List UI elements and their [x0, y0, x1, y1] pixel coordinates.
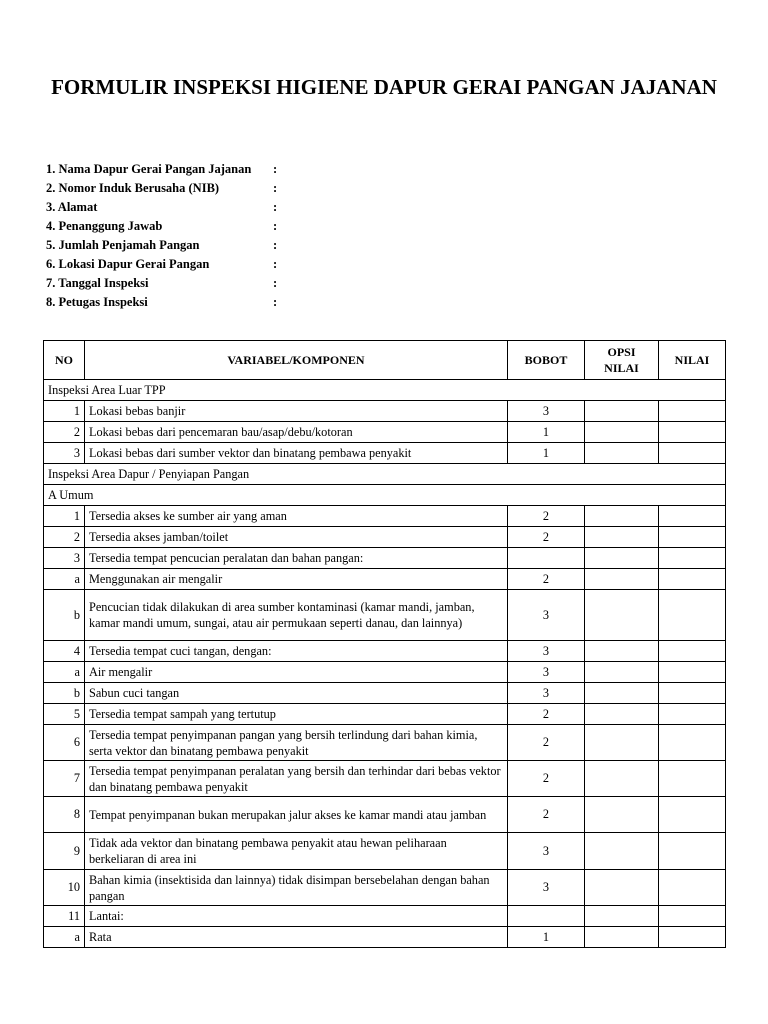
- bobot-value: 2: [508, 725, 585, 761]
- row-number: b: [44, 590, 85, 641]
- row-number: 9: [44, 833, 85, 870]
- identity-field: [46, 293, 278, 312]
- section-label: Inspeksi Area Luar TPP: [44, 380, 726, 401]
- row-number: 8: [44, 797, 85, 833]
- field-label: 2. Nomor Induk Berusaha (NIB): [46, 181, 220, 195]
- component-text: Tersedia tempat sampah yang tertutup: [85, 704, 508, 725]
- component-text: Sabun cuci tangan: [85, 683, 508, 704]
- table-row: [44, 797, 726, 833]
- row-number: 2: [44, 422, 85, 443]
- field-label: 7. Tanggal Inspeksi: [46, 276, 149, 290]
- bobot-value: 2: [508, 704, 585, 725]
- opsi-nilai-cell[interactable]: [585, 422, 659, 443]
- table-row: [44, 590, 726, 641]
- table-row: [44, 906, 726, 927]
- nilai-cell[interactable]: [659, 641, 726, 662]
- row-number: a: [44, 569, 85, 590]
- nilai-cell[interactable]: [659, 797, 726, 833]
- table-header-row: [44, 341, 726, 380]
- component-text: Air mengalir: [85, 662, 508, 683]
- row-number: 6: [44, 725, 85, 761]
- component-text: Bahan kimia (insektisida dan lainnya) tidak disimpan bersebelahan dengan bahan pangan: [85, 870, 508, 906]
- field-colon: :: [273, 276, 278, 290]
- bobot-value: 3: [508, 870, 585, 906]
- identity-field: [46, 198, 278, 217]
- row-number: 7: [44, 761, 85, 797]
- table-body: [44, 380, 726, 948]
- nilai-cell[interactable]: [659, 422, 726, 443]
- table-row: [44, 506, 726, 527]
- nilai-cell[interactable]: [659, 683, 726, 704]
- row-number: 10: [44, 870, 85, 906]
- field-label: 3. Alamat: [46, 200, 98, 214]
- component-text: Tersedia akses ke sumber air yang aman: [85, 506, 508, 527]
- nilai-cell[interactable]: [659, 927, 726, 948]
- bobot-value: 3: [508, 641, 585, 662]
- table-row: [44, 704, 726, 725]
- nilai-cell[interactable]: [659, 548, 726, 569]
- inspection-table: [43, 340, 726, 948]
- component-text: Lantai:: [85, 906, 508, 927]
- component-text: Tempat penyimpanan bukan merupakan jalur akses ke kamar mandi atau jamban: [85, 797, 508, 833]
- field-colon: :: [273, 238, 278, 252]
- header-opsi-nilai: OPSI NILAI: [585, 341, 659, 380]
- component-text: Tidak ada vektor dan binatang pembawa penyakit atau hewan peliharaan berkeliaran di area ini: [85, 833, 508, 870]
- header-bobot: BOBOT: [508, 341, 585, 380]
- opsi-nilai-cell[interactable]: [585, 527, 659, 548]
- nilai-cell[interactable]: [659, 401, 726, 422]
- component-text: Tersedia tempat cuci tangan, dengan:: [85, 641, 508, 662]
- row-number: 1: [44, 401, 85, 422]
- component-text: Pencucian tidak dilakukan di area sumber kontaminasi (kamar mandi, jamban, kamar mandi umum, sungai, atau air permukaan seperti danau, dan lainnya): [85, 590, 508, 641]
- bobot-value: 2: [508, 761, 585, 797]
- component-text: Tersedia tempat pencucian peralatan dan bahan pangan:: [85, 548, 508, 569]
- table-row: [44, 833, 726, 870]
- nilai-cell[interactable]: [659, 761, 726, 797]
- bobot-value: 3: [508, 683, 585, 704]
- row-number: 4: [44, 641, 85, 662]
- opsi-nilai-cell[interactable]: [585, 569, 659, 590]
- field-colon: :: [273, 162, 278, 176]
- component-text: Tersedia tempat penyimpanan peralatan yang bersih dan terhindar dari bebas vektor dan binatang pembawa penyakit: [85, 761, 508, 797]
- field-label: 8. Petugas Inspeksi: [46, 295, 148, 309]
- bobot-value: 2: [508, 527, 585, 548]
- row-number: 2: [44, 527, 85, 548]
- identity-field: [46, 179, 278, 198]
- section-row: [44, 485, 726, 506]
- component-text: Tersedia akses jamban/toilet: [85, 527, 508, 548]
- table-row: [44, 527, 726, 548]
- form-title: FORMULIR INSPEKSI HIGIENE DAPUR GERAI PANGAN JAJANAN: [51, 75, 717, 99]
- row-number: 3: [44, 548, 85, 569]
- component-text: Lokasi bebas banjir: [85, 401, 508, 422]
- table-row: [44, 662, 726, 683]
- field-colon: :: [273, 219, 278, 233]
- section-row: [44, 380, 726, 401]
- component-text: Rata: [85, 927, 508, 948]
- row-number: 1: [44, 506, 85, 527]
- bobot-value: 3: [508, 833, 585, 870]
- header-nilai: NILAI: [659, 341, 726, 380]
- field-label: 1. Nama Dapur Gerai Pangan Jajanan: [46, 162, 252, 176]
- section-label: A Umum: [44, 485, 726, 506]
- opsi-nilai-cell[interactable]: [585, 548, 659, 569]
- nilai-cell[interactable]: [659, 506, 726, 527]
- identity-field: [46, 236, 278, 255]
- row-number: 3: [44, 443, 85, 464]
- row-number: a: [44, 927, 85, 948]
- table-row: [44, 870, 726, 906]
- field-colon: :: [273, 200, 278, 214]
- table-row: [44, 761, 726, 797]
- table-row: [44, 641, 726, 662]
- field-label: 4. Penanggung Jawab: [46, 219, 163, 233]
- nilai-cell[interactable]: [659, 590, 726, 641]
- opsi-nilai-cell[interactable]: [585, 704, 659, 725]
- opsi-nilai-cell[interactable]: [585, 927, 659, 948]
- component-text: Menggunakan air mengalir: [85, 569, 508, 590]
- nilai-cell[interactable]: [659, 704, 726, 725]
- table-row: [44, 443, 726, 464]
- section-label: Inspeksi Area Dapur / Penyiapan Pangan: [44, 464, 726, 485]
- header-variabel: VARIABEL/KOMPONEN: [85, 341, 508, 380]
- component-text: Tersedia tempat penyimpanan pangan yang bersih terlindung dari bahan kimia, serta vektor dan binatang pembawa penyakit: [85, 725, 508, 761]
- field-label: 6. Lokasi Dapur Gerai Pangan: [46, 257, 210, 271]
- nilai-cell[interactable]: [659, 725, 726, 761]
- identity-field: [46, 255, 278, 274]
- table-row: [44, 725, 726, 761]
- bobot-value: 3: [508, 590, 585, 641]
- identity-fields: [46, 160, 278, 312]
- row-number: a: [44, 662, 85, 683]
- identity-field: [46, 274, 278, 293]
- opsi-nilai-cell[interactable]: [585, 870, 659, 906]
- nilai-cell[interactable]: [659, 662, 726, 683]
- component-text: Lokasi bebas dari pencemaran bau/asap/debu/kotoran: [85, 422, 508, 443]
- opsi-nilai-cell[interactable]: [585, 833, 659, 870]
- bobot-value: 1: [508, 443, 585, 464]
- opsi-nilai-cell[interactable]: [585, 797, 659, 833]
- bobot-value: 3: [508, 401, 585, 422]
- nilai-cell[interactable]: [659, 569, 726, 590]
- row-number: b: [44, 683, 85, 704]
- opsi-nilai-cell[interactable]: [585, 761, 659, 797]
- component-text: Lokasi bebas dari sumber vektor dan binatang pembawa penyakit: [85, 443, 508, 464]
- bobot-value: 1: [508, 422, 585, 443]
- table-row: [44, 927, 726, 948]
- bobot-value: [508, 548, 585, 569]
- bobot-value: 2: [508, 797, 585, 833]
- opsi-nilai-cell[interactable]: [585, 906, 659, 927]
- table-row: [44, 548, 726, 569]
- nilai-cell[interactable]: [659, 870, 726, 906]
- nilai-cell[interactable]: [659, 833, 726, 870]
- opsi-nilai-cell[interactable]: [585, 641, 659, 662]
- header-no: NO: [44, 341, 85, 380]
- nilai-cell[interactable]: [659, 906, 726, 927]
- opsi-nilai-cell[interactable]: [585, 662, 659, 683]
- identity-field: [46, 217, 278, 236]
- opsi-nilai-cell[interactable]: [585, 683, 659, 704]
- table-row: [44, 401, 726, 422]
- opsi-nilai-cell[interactable]: [585, 506, 659, 527]
- bobot-value: [508, 906, 585, 927]
- field-label: 5. Jumlah Penjamah Pangan: [46, 238, 200, 252]
- bobot-value: 3: [508, 662, 585, 683]
- row-number: 11: [44, 906, 85, 927]
- field-colon: :: [273, 257, 278, 271]
- section-row: [44, 464, 726, 485]
- opsi-nilai-cell[interactable]: [585, 401, 659, 422]
- nilai-cell[interactable]: [659, 443, 726, 464]
- field-colon: :: [273, 181, 278, 195]
- bobot-value: 2: [508, 506, 585, 527]
- opsi-nilai-cell[interactable]: [585, 443, 659, 464]
- nilai-cell[interactable]: [659, 527, 726, 548]
- opsi-nilai-cell[interactable]: [585, 725, 659, 761]
- field-colon: :: [273, 295, 278, 309]
- bobot-value: 1: [508, 927, 585, 948]
- table-row: [44, 683, 726, 704]
- row-number: 5: [44, 704, 85, 725]
- identity-field: [46, 160, 278, 179]
- opsi-nilai-cell[interactable]: [585, 590, 659, 641]
- table-row: [44, 422, 726, 443]
- bobot-value: 2: [508, 569, 585, 590]
- table-row: [44, 569, 726, 590]
